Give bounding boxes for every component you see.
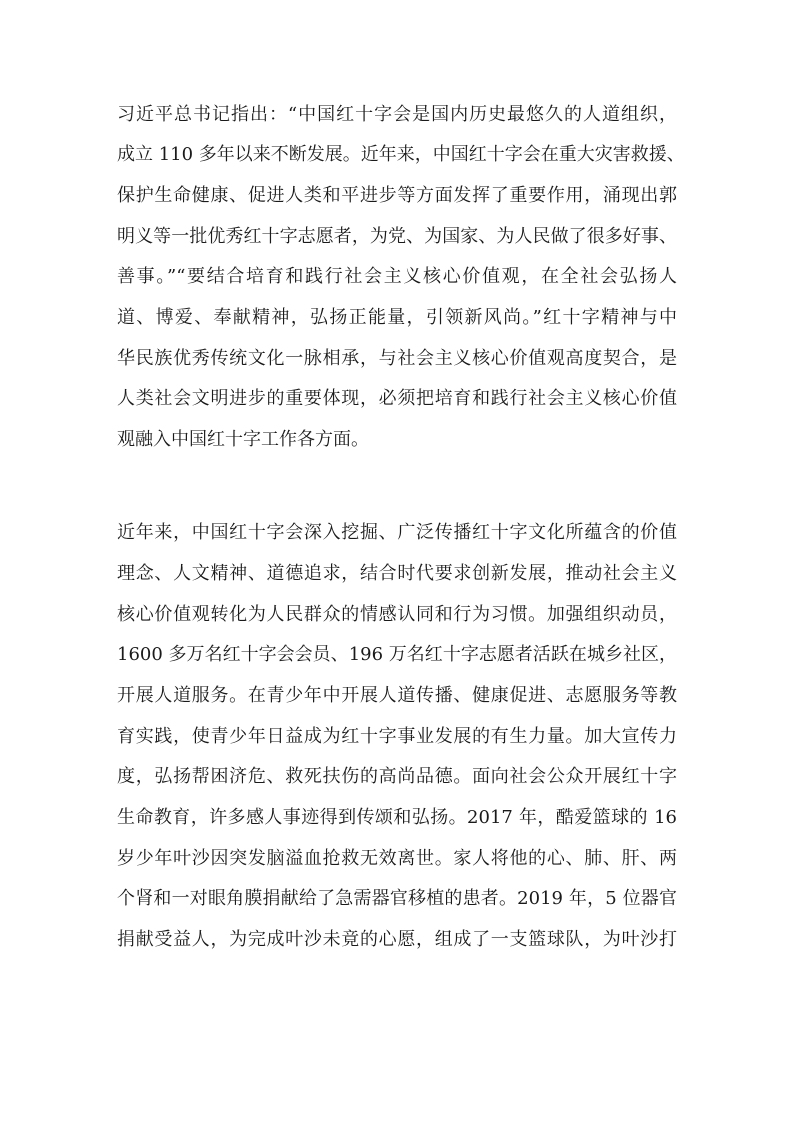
paragraph-line: 岁少年叶沙因突发脑溢血抢救无效离世。家人将他的心、肺、肝、两 <box>117 848 677 869</box>
paragraph-line: 观融入中国红十字工作各方面。 <box>117 429 369 450</box>
paragraph-line: 保护生命健康、促进人类和平进步等方面发挥了重要作用，涌现出郭 <box>117 185 677 206</box>
paragraph-line: 道、博爱、奉献精神，弘扬正能量，引领新风尚。”红十字精神与中 <box>117 307 677 328</box>
paragraph-line: 人类社会文明进步的重要体现，必须把培育和践行社会主义核心价值 <box>117 388 677 409</box>
paragraph-line: 育实践，使青少年日益成为红十字事业发展的有生力量。加大宣传力 <box>117 726 677 747</box>
paragraph-line: 生命教育，许多感人事迹得到传颂和弘扬。2017 年，酷爱篮球的 16 <box>117 807 677 828</box>
paragraph-line: 成立 110 多年以来不断发展。近年来，中国红十字会在重大灾害救援、 <box>117 144 685 165</box>
paragraph-line: 开展人道服务。在青少年中开展人道传播、健康促进、志愿服务等教 <box>117 685 677 706</box>
paragraph-line: 理念、人文精神、道德追求，结合时代要求创新发展，推动社会主义 <box>117 563 677 584</box>
paragraph-line: 捐献受益人，为完成叶沙未竟的心愿，组成了一支篮球队，为叶沙打 <box>117 929 677 950</box>
paragraph-line: 1600 多万名红十字会会员、196 万名红十字志愿者活跃在城乡社区， <box>117 644 677 665</box>
paragraph-line: 善事。”“要结合培育和践行社会主义核心价值观，在全社会弘扬人 <box>117 266 677 287</box>
paragraph-line: 习近平总书记指出：“中国红十字会是国内历史最悠久的人道组织， <box>117 104 677 125</box>
paragraph-line: 度，弘扬帮困济危、救死扶伤的高尚品德。面向社会公众开展红十字 <box>117 766 677 787</box>
paragraph-line: 个肾和一对眼角膜捐献给了急需器官移植的患者。2019 年，5 位器官 <box>117 888 677 909</box>
paragraph-line: 核心价值观转化为人民群众的情感认同和行为习惯。加强组织动员， <box>117 604 677 625</box>
paragraph-line: 明义等一批优秀红十字志愿者，为党、为国家、为人民做了很多好事、 <box>117 226 677 247</box>
paragraph-line: 华民族优秀传统文化一脉相承，与社会主义核心价值观高度契合，是 <box>117 348 677 369</box>
paragraph-line: 近年来，中国红十字会深入挖掘、广泛传播红十字文化所蕴含的价值 <box>117 522 677 543</box>
